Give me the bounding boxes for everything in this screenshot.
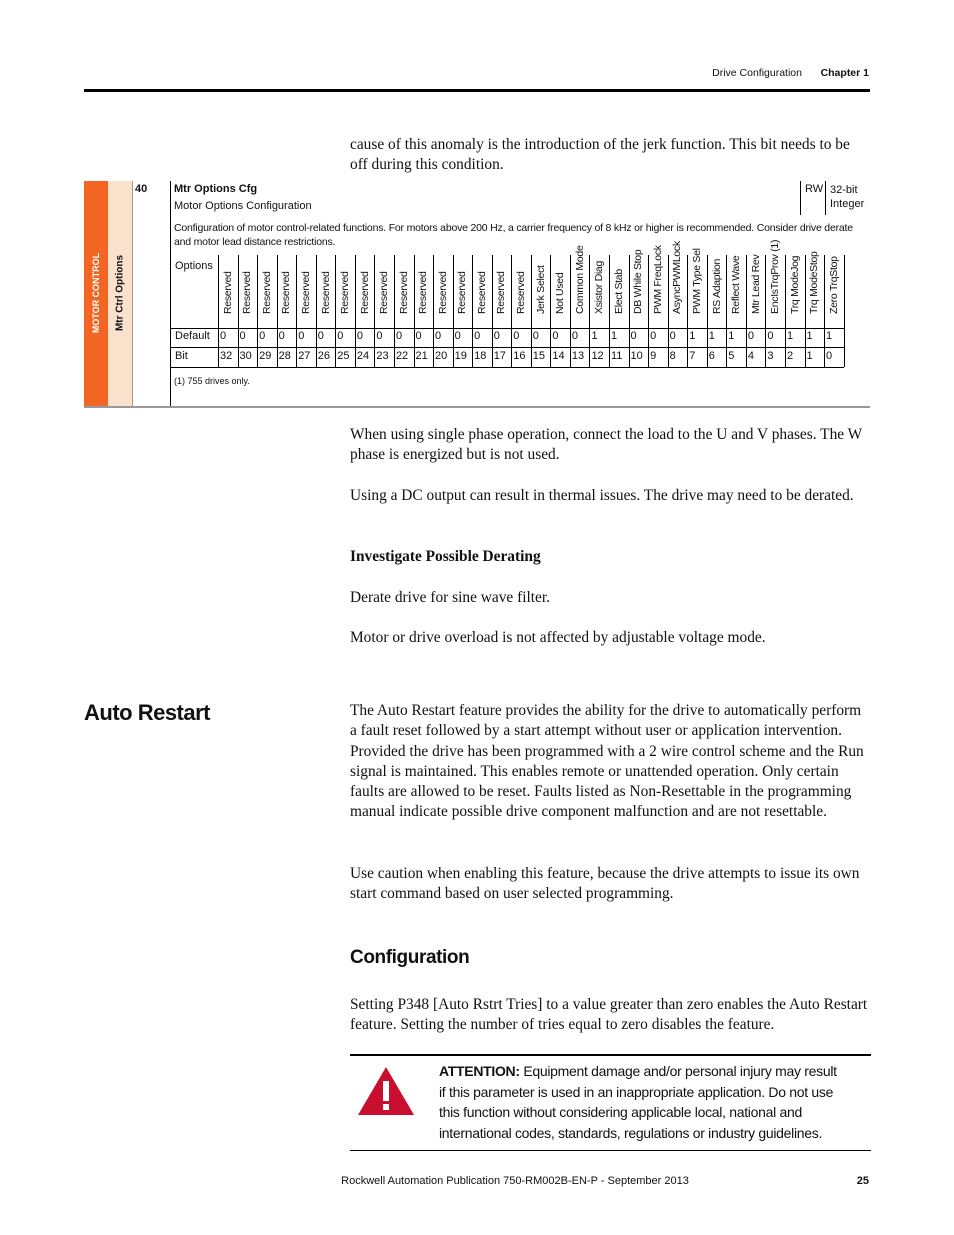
default-value: 0 xyxy=(493,330,500,342)
option-header-cell xyxy=(257,255,277,328)
default-value: 1 xyxy=(786,330,794,342)
option-header-cell xyxy=(433,255,453,328)
group-label: MOTOR CONTROL xyxy=(91,252,101,334)
default-value: 0 xyxy=(395,330,403,342)
option-label: Reserved xyxy=(299,271,312,314)
access-value: RW xyxy=(805,183,824,195)
option-header-cell xyxy=(394,255,414,328)
default-value: 1 xyxy=(826,330,833,342)
option-label: Trq ModeStop xyxy=(808,251,821,314)
bit-number: 22 xyxy=(395,350,409,362)
option-header-cell xyxy=(277,255,297,328)
access-cell xyxy=(800,181,826,215)
default-value: 0 xyxy=(239,330,246,342)
option-header-cell xyxy=(335,255,355,328)
intro-paragraph: cause of this anomaly is the introduction of the jerk function. This bit needs to be off during this condition. xyxy=(350,136,850,174)
option-label: Common Mode xyxy=(573,245,586,314)
default-value: 0 xyxy=(571,330,579,342)
option-header-cell xyxy=(668,241,688,328)
default-row-label: Default xyxy=(175,330,210,342)
bit-number: 27 xyxy=(298,350,311,362)
option-label: Reserved xyxy=(475,271,488,314)
default-value: 0 xyxy=(513,330,520,342)
bit-number: 9 xyxy=(650,350,657,362)
bit-number: 8 xyxy=(669,350,676,362)
attention-label: ATTENTION: xyxy=(439,1063,520,1079)
bit-number: 3 xyxy=(767,350,774,362)
option-label: Jerk Select xyxy=(534,265,547,314)
bit-number: 4 xyxy=(747,350,754,362)
header-rule xyxy=(84,89,870,92)
option-header-cell xyxy=(374,255,394,328)
option-header-cell xyxy=(609,255,629,328)
option-label: Xsistor Diag xyxy=(593,260,606,314)
default-value: 0 xyxy=(474,330,481,342)
attention-text xyxy=(439,1061,839,1143)
overload-paragraph: Motor or drive overload is not affected by adjustable voltage mode. xyxy=(350,629,766,646)
footer-publication: Rockwell Automation Publication 750-RM002B-EN-P - September 2013 xyxy=(341,1175,689,1187)
option-header-cell xyxy=(296,255,316,328)
option-label: AsyncPWMLock xyxy=(671,241,684,314)
bit-number: 2 xyxy=(786,350,794,362)
option-header-cell xyxy=(511,255,531,328)
options-row-label: Options xyxy=(175,260,213,272)
option-header-cell xyxy=(238,255,258,328)
derating-heading: Investigate Possible Derating xyxy=(350,548,541,565)
bit-number: 12 xyxy=(591,350,604,362)
warning-triangle-icon xyxy=(356,1065,416,1117)
option-label: Mtr Lead Rev xyxy=(749,254,762,314)
option-header-cell xyxy=(687,248,707,328)
bit-options-table xyxy=(171,239,844,368)
bit-number: 26 xyxy=(317,350,330,362)
auto-restart-caution-paragraph: Use caution when enabling this feature, because the drive attempts to issue its own start command based on user selected programming. xyxy=(350,865,860,903)
default-value: 0 xyxy=(220,330,227,342)
default-value: 0 xyxy=(415,330,422,342)
default-value: 0 xyxy=(337,330,344,342)
default-value: 0 xyxy=(298,330,305,342)
subgroup-label: Mtr Ctrl Options xyxy=(114,254,126,332)
option-label: Not Used xyxy=(554,272,567,314)
derate-paragraph: Derate drive for sine wave filter. xyxy=(350,589,550,606)
option-header-cell xyxy=(550,255,570,328)
bit-number: 29 xyxy=(259,350,272,362)
bit-number: 28 xyxy=(278,350,291,362)
running-header-chapter: Chapter 1 xyxy=(820,67,869,79)
option-label: Reserved xyxy=(260,271,273,314)
option-header-cell xyxy=(492,255,512,328)
default-value: 0 xyxy=(552,330,559,342)
option-header-cell xyxy=(765,239,785,328)
option-label: Reserved xyxy=(456,271,469,314)
configuration-paragraph: Setting P348 [Auto Rstrt Tries] to a value greater than zero enables the Auto Restart feature. Setting the number of tries equal to zero disables the feature. xyxy=(350,996,868,1034)
parameter-number: 40 xyxy=(135,183,148,195)
option-label: Reserved xyxy=(241,271,254,314)
option-label: Reserved xyxy=(436,271,449,314)
option-header-cell xyxy=(629,249,649,328)
bit-number: 23 xyxy=(376,350,389,362)
option-label: Reserved xyxy=(515,271,528,314)
option-header-cell xyxy=(746,255,766,328)
default-value: 0 xyxy=(747,330,754,342)
running-header-section: Drive Configuration xyxy=(712,67,802,79)
option-header-cell xyxy=(472,255,492,328)
column-rule xyxy=(844,255,845,367)
parameter-name: Mtr Options Cfg xyxy=(174,183,258,195)
option-header-cell xyxy=(648,245,668,328)
bit-number: 15 xyxy=(532,350,546,362)
option-header-cell xyxy=(707,255,727,328)
option-label: PWM Type Sel xyxy=(690,248,703,314)
option-header-cell xyxy=(218,255,238,328)
bit-number: 30 xyxy=(239,350,252,362)
option-label: Elect Stab xyxy=(612,269,625,314)
default-value: 0 xyxy=(650,330,657,342)
bit-row-label: Bit xyxy=(175,350,188,362)
default-value: 1 xyxy=(728,330,735,342)
bit-number: 21 xyxy=(415,350,428,362)
default-value: 0 xyxy=(630,330,637,342)
bit-number: 24 xyxy=(356,350,370,362)
bit-number: 18 xyxy=(474,350,487,362)
default-value: 0 xyxy=(317,330,324,342)
default-value: 0 xyxy=(532,330,539,342)
bit-number: 19 xyxy=(454,350,467,362)
parameter-description: Configuration of motor control-related functions. For motors above 200 Hz, a carrier frequency of 8 kHz or higher is recommended. Consider drive derate and motor lead distance restrictions. xyxy=(174,222,853,248)
page-number: 25 xyxy=(856,1175,869,1187)
bit-number: 6 xyxy=(708,350,715,362)
option-label: EncIsTrqProv (1) xyxy=(769,239,782,314)
row-rule xyxy=(171,347,844,348)
default-value: 0 xyxy=(356,330,363,342)
option-label: Reserved xyxy=(495,271,508,314)
bit-number: 7 xyxy=(689,350,696,362)
option-label: Reserved xyxy=(339,271,352,314)
option-header-cell xyxy=(316,255,336,328)
option-label: Trq ModeJog xyxy=(788,255,801,314)
option-header-cell xyxy=(531,255,551,328)
default-value: 0 xyxy=(669,330,676,342)
group-band xyxy=(84,181,108,406)
auto-restart-heading: Auto Restart xyxy=(84,700,211,725)
option-header-cell xyxy=(414,255,434,328)
default-value: 0 xyxy=(435,330,442,342)
option-header-cell xyxy=(570,245,590,328)
row-rule xyxy=(171,367,844,368)
auto-restart-paragraph: The Auto Restart feature provides the ability for the drive to automatically perform a fault reset followed by a start attempt without user or application intervention. Provided the drive has been programmed with a 2 wire control scheme and the Run signal is maintained. This enables remote or unattended operation. Only certain faults are allowed to be reset. Faults listed as Non-Resettable in the programming manual indicate possible drive component malfunction and are not resettable. xyxy=(350,702,864,821)
parameter-full-name: Motor Options Configuration xyxy=(174,200,312,212)
option-header-cell xyxy=(355,255,375,328)
row-rule xyxy=(171,328,844,329)
data-type-value: 32-bit Integer xyxy=(830,184,865,210)
attention-body: Equipment damage and/or personal injury may result if this parameter is used in an inappropriate application. Do not use this function without considering applicable local, national and international codes, standards, regulations or industry guidelines. xyxy=(439,1063,837,1141)
bit-number: 5 xyxy=(728,350,735,362)
subgroup-band xyxy=(108,181,133,406)
default-value: 0 xyxy=(767,330,774,342)
default-value: 1 xyxy=(806,330,813,342)
option-header-cell xyxy=(726,255,746,328)
option-header-cell xyxy=(805,251,825,328)
option-header-cell xyxy=(824,255,844,328)
option-header-cell xyxy=(785,255,805,328)
option-label: DB While Stop xyxy=(632,249,645,314)
option-label: Reserved xyxy=(280,271,293,314)
option-label: Reserved xyxy=(319,271,332,314)
bit-number: 11 xyxy=(611,350,623,362)
default-value: 1 xyxy=(611,330,618,342)
option-label: Reserved xyxy=(417,271,430,314)
bit-number: 14 xyxy=(552,350,565,362)
bit-number: 17 xyxy=(493,350,506,362)
default-value: 1 xyxy=(689,330,696,342)
option-label: Reserved xyxy=(221,271,234,314)
data-type-cell xyxy=(825,181,871,215)
bit-number: 20 xyxy=(435,350,448,362)
default-value: 1 xyxy=(591,330,598,342)
option-label: Reserved xyxy=(358,271,371,314)
bit-number: 25 xyxy=(337,350,350,362)
option-label: Reserved xyxy=(397,271,410,314)
default-value: 0 xyxy=(259,330,266,342)
default-value: 0 xyxy=(376,330,383,342)
option-label: PWM FreqLock xyxy=(651,245,664,314)
bit-number: 10 xyxy=(630,350,643,362)
bit-number: 16 xyxy=(513,350,526,362)
bit-number: 32 xyxy=(220,350,233,362)
default-value: 0 xyxy=(278,330,285,342)
option-header-cell xyxy=(453,255,473,328)
bit-number: 0 xyxy=(826,350,833,362)
option-label: Reflect Wave xyxy=(730,255,743,314)
dc-output-paragraph: Using a DC output can result in thermal issues. The drive may need to be derated. xyxy=(350,487,854,504)
single-phase-paragraph: When using single phase operation, connect the load to the U and V phases. The W phase is energized but is not used. xyxy=(350,426,862,464)
option-label: Zero TrqStop xyxy=(827,256,840,314)
option-header-cell xyxy=(589,255,609,328)
option-label: Reserved xyxy=(378,271,391,314)
default-value: 1 xyxy=(708,330,715,342)
attention-box xyxy=(350,1054,871,1151)
option-label: RS Adaption xyxy=(710,258,723,314)
default-value: 0 xyxy=(454,330,461,342)
configuration-heading: Configuration xyxy=(350,947,470,968)
footnote: (1) 755 drives only. xyxy=(174,376,250,386)
bit-number: 1 xyxy=(806,350,813,362)
bit-number: 13 xyxy=(571,350,585,362)
